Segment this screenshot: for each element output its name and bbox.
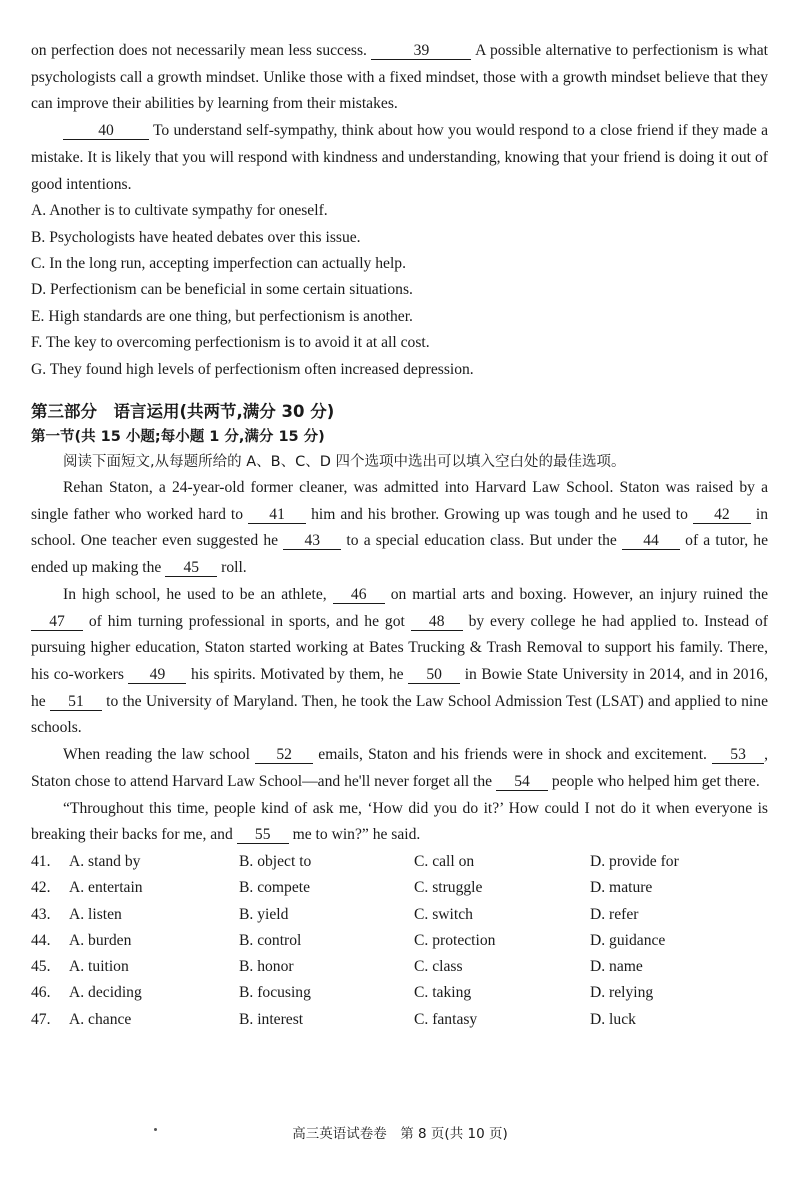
answer-choices <box>31 849 768 1033</box>
blank-41: 41 <box>248 506 306 524</box>
choice-a: A. chance <box>69 1010 132 1028</box>
option-item: E. High standards are one thing, but perfectionism is another. <box>31 307 413 325</box>
cloze-text: people who helped him get there. <box>548 772 760 790</box>
instructions: 阅读下面短文,从每题所给的 A、B、C、D 四个选项中选出可以填入空白处的最佳选项。 <box>63 454 626 471</box>
blank-43: 43 <box>283 532 341 550</box>
choice-row <box>31 875 768 901</box>
choice-c: C. protection <box>414 931 496 949</box>
blank-47: 47 <box>31 613 83 631</box>
choice-b: B. object to <box>239 852 312 870</box>
passage-paragraph <box>31 118 768 198</box>
blank-49: 49 <box>128 666 186 684</box>
blank-39: 39 <box>371 42 471 60</box>
cloze-text: When reading the law school <box>63 746 256 764</box>
blank-44: 44 <box>622 532 680 550</box>
cloze-text: of a tutor, he ended up making the <box>31 532 768 577</box>
question-number: 45. <box>31 958 51 976</box>
question-number: 43. <box>31 905 51 923</box>
blank-48: 48 <box>411 613 463 631</box>
choice-b: B. yield <box>239 905 289 923</box>
option-item: C. In the long run, accepting imperfection can actually help. <box>31 255 406 273</box>
cloze-text: on martial arts and boxing. However, an injury ruined the <box>384 585 769 603</box>
cloze-text: his spirits. Motivated by them, he <box>186 665 409 683</box>
cloze-text: in Bowie State University in 2014, and in 2016, he <box>31 665 768 710</box>
choice-a: A. deciding <box>69 984 142 1002</box>
question-number: 47. <box>31 1010 51 1028</box>
exam-page <box>31 38 768 1033</box>
choice-b: B. honor <box>239 958 294 976</box>
choice-a: A. listen <box>69 905 122 923</box>
choice-d: D. relying <box>590 984 654 1002</box>
passage-text: on perfection does not necessarily mean less success. <box>31 42 372 59</box>
blank-54: 54 <box>496 773 548 791</box>
cloze-text: by every college he had applied to. Instead of pursuing higher education, Staton started working at Bates Trucking & Trash Removal to support his family. There, his co-workers <box>31 612 768 683</box>
choice-a: A. burden <box>69 931 132 949</box>
blank-46: 46 <box>333 586 385 604</box>
question-number: 42. <box>31 879 51 897</box>
choice-c: C. switch <box>414 905 473 923</box>
choice-a: A. stand by <box>69 852 141 870</box>
cloze-text: to the University of Maryland. Then, he took the Law School Admission Test (LSAT) and applied to nine schools. <box>31 692 768 737</box>
choice-row <box>31 849 768 875</box>
cloze-text: In high school, he used to be an athlete, <box>63 585 333 603</box>
blank-53: 53 <box>712 746 764 764</box>
choice-d: D. provide for <box>590 852 679 870</box>
choice-a: A. tuition <box>69 958 129 976</box>
cloze-text: emails, Staton and his friends were in shock and excitement. <box>313 746 713 764</box>
choice-b: B. control <box>239 931 302 949</box>
cloze-text: of him turning professional in sports, and he got <box>83 612 411 630</box>
choice-row <box>31 954 768 980</box>
blank-50: 50 <box>408 666 460 684</box>
blank-51: 51 <box>50 693 102 711</box>
option-item: B. Psychologists have heated debates over this issue. <box>31 228 361 246</box>
cloze-paragraph <box>31 742 768 795</box>
cloze-text: , Staton chose to attend Harvard Law School—and he'll never forget all the <box>31 746 768 790</box>
page-footer: 高三英语试卷卷 第 8 页(共 10 页) <box>292 1126 508 1142</box>
choice-b: B. interest <box>239 1010 304 1028</box>
option-item: D. Perfectionism can be beneficial in some certain situations. <box>31 281 413 299</box>
choice-row <box>31 1007 768 1033</box>
choice-b: B. compete <box>239 879 311 897</box>
choice-d: D. guidance <box>590 931 666 949</box>
cloze-text: him and his brother. Growing up was tough and he used to <box>306 505 693 523</box>
blank-42: 42 <box>693 506 751 524</box>
choice-a: A. entertain <box>69 879 143 897</box>
option-item: A. Another is to cultivate sympathy for oneself. <box>31 202 328 220</box>
cloze-text: to a special education class. But under the <box>341 532 622 550</box>
choice-c: C. struggle <box>414 879 483 897</box>
choice-c: C. taking <box>414 984 472 1002</box>
question-number: 41. <box>31 852 51 870</box>
passage-paragraph <box>31 38 768 118</box>
subsection-title: 第一节(共 15 小题;每小题 1 分,满分 15 分) <box>31 429 325 446</box>
cloze-paragraph <box>31 796 768 849</box>
cloze-text: Rehan Staton, a 24-year-old former cleaner, was admitted into Harvard Law School. Staton was raised by a single father who worked hard to <box>31 479 768 523</box>
question-number: 44. <box>31 931 51 949</box>
question-number: 46. <box>31 984 51 1002</box>
cloze-text: “Throughout this time, people kind of ask me, ‘How did you do it?’ How could I not do it when everyone is breaking their backs for me, and <box>31 799 768 844</box>
blank-45: 45 <box>165 559 217 577</box>
choice-row <box>31 980 768 1006</box>
choice-d: D. refer <box>590 905 639 923</box>
cloze-text: in school. One teacher even suggested he <box>31 505 769 550</box>
blank-55: 55 <box>237 826 289 844</box>
choice-d: D. luck <box>590 1010 636 1028</box>
option-item: F. The key to overcoming perfectionism is to avoid it at all cost. <box>31 334 430 352</box>
seven-choice-options <box>31 198 768 383</box>
cloze-text: roll. <box>217 559 247 577</box>
passage-text: A possible alternative to perfectionism is what psychologists call a growth mindset. Unlike those with a fixed mindset, those with a growth mindset believe that they can improve their abilities by learning from their mistakes. <box>31 42 768 113</box>
choice-c: C. class <box>414 958 463 976</box>
option-item: G. They found high levels of perfectionism often increased depression. <box>31 360 474 378</box>
cloze-paragraph <box>31 475 768 582</box>
blank-52: 52 <box>255 746 313 764</box>
choice-c: C. fantasy <box>414 1010 478 1028</box>
choice-row <box>31 928 768 954</box>
choice-c: C. call on <box>414 852 475 870</box>
choice-d: D. name <box>590 958 643 976</box>
cloze-text: me to win?” he said. <box>288 826 421 844</box>
passage-text: To understand self-sympathy, think about how you would respond to a close friend if they made a mistake. It is likely that you will respond with kindness and understanding, knowing that your friend is doing it out of good intentions. <box>31 122 768 193</box>
section-title: 第三部分 语言运用(共两节,满分 30 分) <box>31 402 335 422</box>
choice-b: B. focusing <box>239 984 311 1002</box>
choice-row <box>31 902 768 928</box>
choice-d: D. mature <box>590 879 653 897</box>
cloze-paragraph <box>31 582 768 742</box>
blank-40: 40 <box>63 122 149 140</box>
